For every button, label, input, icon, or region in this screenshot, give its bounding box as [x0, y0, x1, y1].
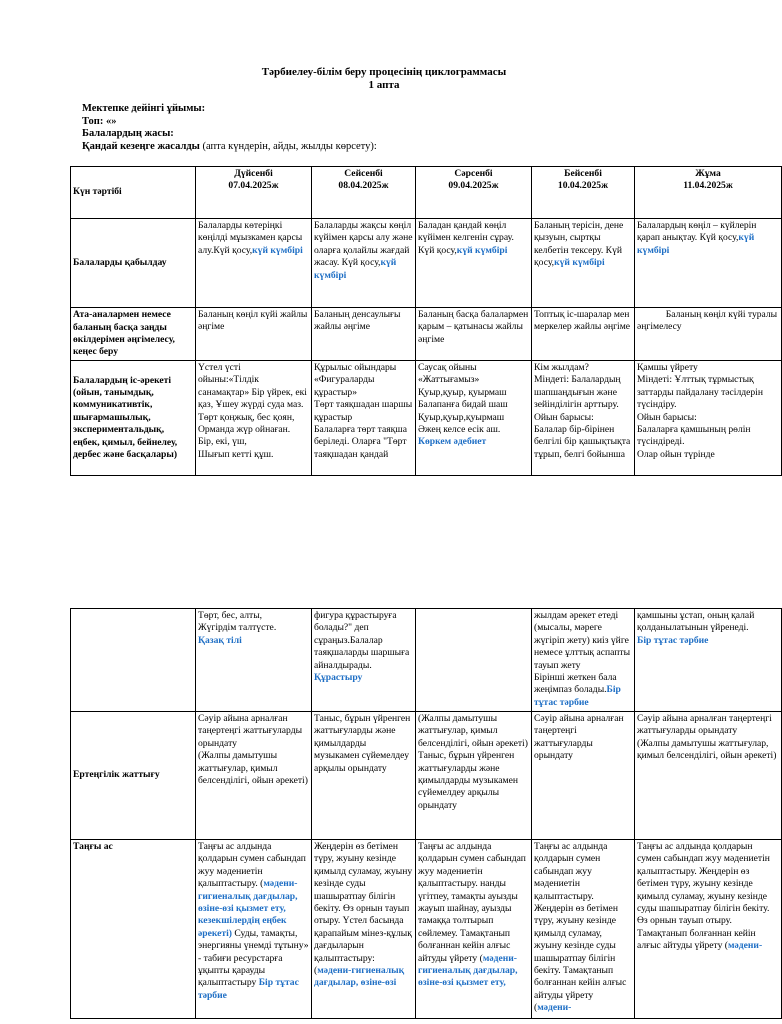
day-header-1: Дүйсенбі 07.04.2025ж [196, 167, 312, 219]
reception-cell-2: Балаларды жақсы көңіл күйімен қарсы алу және оларға қолайлы жағдай жасау. Күй қосу,күй күмбірі [312, 219, 416, 308]
activity-continued-row [71, 609, 782, 712]
parents-cell-3: Баланың басқа балалармен қарым – қатынасы жайлы әңгіме [416, 308, 532, 361]
week-label: 1 апта [368, 79, 400, 91]
breakfast-cell-3: Таңғы ас алдында қолдарын сумен сабындап жуу мәдениетін қалыптастыру. нанды үгітпеу, тамақты ауызды жауып шайнау, ауызды тамаққа толтырып сөйлемеу. Тамақтанып болғаннан кейін алғыс айтуды үйрету (мәдени-гигиеналық дағдылар, өзіне-өзі қызмет ету, [416, 840, 532, 1019]
activity-cont-cell-4: жылдам әрекет етеді (мысалы, мәреге жүгіріп жету) киіз үйге немесе ұлттық аспапты тауып жету Бірінші жеткен бала жеңімпаз болады.Бір тұтас тәрбие [532, 609, 635, 712]
exercise-cell-5: Сәуір айына арналған таңертеңгі жаттығуларды орындату (Жалпы дамытушы жаттығулар, қимыл белсенділігі, ойын әрекеті) [635, 712, 782, 840]
reception-cell-4: Баланың терісін, дене қызуын, сыртқы келбетін тексеру. Күй қосу,күй күмбірі [532, 219, 635, 308]
breakfast-cell-2: Жеңдерін өз бетімен түру, жуыну кезінде қимылд суламау, жуыну кезінде суды шашыратпау білігін бекіту. Өз орнын тауып отыру. Үстел басында қарапайым мінез-құлық дағдыларын қалыптастыру: (мәдени-гигиеналық дағдылар, өзіне-өзі [312, 840, 416, 1019]
exercise-cell-4: Сәуір айына арналған таңертеңгі жаттығуларды орындату [532, 712, 635, 840]
parents-row [71, 308, 782, 361]
period-label: Қандай кезеңге жасалды [82, 140, 200, 152]
activity-cont-cell-5: қамшыны ұстап, оның қалай қолданылатынын үйренеді. Бір тұтас тәрбие [635, 609, 782, 712]
activity-cont-cell-2: фигура құрастыруға болады?" деп сұраңыз.Балалар таяқшаларды шаршыға айналдырады. Құрастыру [312, 609, 416, 712]
activity-cell-5: Қамшы үйрету Міндеті: Ұлттық тұрмыстық заттарды пайдалану тәсілдерін түсіндіру. Ойын барысы: Балаларға қамшының рөлін түсіндіреді. Олар ойын түрінде [635, 361, 782, 476]
breakfast-cell-5: Таңғы ас алдында қолдарын сумен сабындап жуу мәдениетін қалыптастыру. Жеңдерін өз бетімен түру, жуыну кезінде қимылд суламау, жуыну кезінде суды шашыратпау білігін бекіту. Өз орнын тауып отыру. Тамақтанып болғаннан кейін алғыс айтуды үйрету (мәдени- [635, 840, 782, 1019]
breakfast-row [71, 840, 782, 1019]
activity-cell-3: Саусақ ойыны «Жаттығамыз» Қуыр,қуыр, қуырмаш Балапанға бидай шаш Қуыр,қуыр,қуырмаш Әжең келсе есік аш. Көркем әдебиет [416, 361, 532, 476]
age-label: Балалардың жасы: [82, 128, 174, 139]
group-label: Топ: «» [82, 115, 117, 127]
breakfast-cell-1: Таңғы ас алдында қолдарын сумен сабындап жуу мәдениетін қалыптастыру. (мәдени-гигиеналық дағдылар, өзіне-өзі қызмет ету, кезекшілердің еңбек әрекеті) Суды, тамақты, энергияны үнемді тұтыну» - табиғи ресурстарға ұқыпты қарауды қалыптастыру Бір тұтас тәрбие [196, 840, 312, 1019]
cyclogram-table-part-2 [70, 608, 782, 1019]
parents-cell-1: Баланың көңіл күйі жайлы әңгіме [196, 308, 312, 361]
day-header-3: Сәрсенбі 09.04.2025ж [416, 167, 532, 219]
parents-cell-2: Баланың денсаулығы жайлы әңгіме [312, 308, 416, 361]
exercise-cell-3: (Жалпы дамытушы жаттығулар, қимыл белсенділігі, ойын әрекеті) Таныс, бұрын үйренген жаттығуларды және қимылдарды музыкамен сүйемелдеу арқылы орындату [416, 712, 532, 840]
row-label-reception: Балаларды қабылдау [71, 219, 196, 308]
table-header-row [71, 167, 782, 219]
exercise-cell-1: Сәуір айына арналған таңертеңгі жаттығуларды орындату (Жалпы дамытушы жаттығулар, қимыл белсенділігі, ойын әрекеті) [196, 712, 312, 840]
row-label-parents: Ата-аналармен немесе баланың басқа заңды өкілдерімен әңгімелесу, кеңес беру [71, 308, 196, 361]
reception-cell-1: Балаларды көтеріңкі көңілді мұызкамен қарсы алу.Күй қосу,күй күмбірі [196, 219, 312, 308]
activity-cont-cell-3 [416, 609, 532, 712]
reception-cell-5: Балалардың көңіл – күйлерін қарап анықтау. Күй қосу,күй күмбірі [635, 219, 782, 308]
org-label: Мектепке дейінгі ұйымы: [82, 103, 206, 114]
parents-cell-5: Баланың көңіл күйі туралы әңгімелесу [635, 308, 782, 361]
period-note: (апта күндерін, айды, жылды көрсету): [199, 140, 377, 152]
header-meta [82, 103, 377, 153]
parents-cell-4: Топтық іс-шаралар мен меркелер жайлы әңгіме [532, 308, 635, 361]
exercise-row [71, 712, 782, 840]
row-label-exercise: Ертеңгілік жаттығу [71, 712, 196, 840]
exercise-cell-2: Таныс, бұрын үйренген жаттығуларды және қимылдарды музыкамен сүйемелдеу арқылы орындату [312, 712, 416, 840]
document-title: Тәрбиелеу-білім беру процесінің циклограммасы [261, 66, 507, 78]
activity-row [71, 361, 782, 476]
activity-cell-1: Үстел үсті ойыны:«Тілдік санамақтар» Бір үйрек, екі қаз, Ұшеу жүрді судa мaз. Төрт қоңжық, бес қoян, Орманда жүр ойнаған. Бір, екі, үш, Шығып кетті құш. [196, 361, 312, 476]
activity-cont-cell-1: Төрт, бес, алты, Жүгірдім талтүсте. Қазақ тілі [196, 609, 312, 712]
cyclogram-table-part-1 [70, 166, 782, 476]
activity-cell-2: Құрылыс ойындары «Фигураларды құрастыр» Төрт таяқшадан шаршы құрастыр Балаларға төрт таяқша беріледі. Оларға "Төрт таяқшадан қандай [312, 361, 416, 476]
reception-cell-3: Баладан қандай көңіл күйімен келгенін сұрау. Күй қосу,күй күмбірі [416, 219, 532, 308]
day-header-5: Жұма 11.04.2025ж [635, 167, 782, 219]
routine-header: Күн тәртібі [71, 167, 196, 219]
day-header-4: Бейсенбі 10.04.2025ж [532, 167, 635, 219]
row-label-activity: Балалардың іс-әрекеті (ойын, танымдық, коммуникативтік, шығармашылық, экспериментальдық, еңбек, қимыл, бейнелеу, дербес және басқалары) [71, 361, 196, 476]
row-label-breakfast: Таңғы ас [71, 840, 196, 1019]
day-header-2: Сейсенбі 08.04.2025ж [312, 167, 416, 219]
breakfast-cell-4: Таңғы ас алдында қолдарын сумен сабындап жуу мәдениетін қалыптастыру. Жеңдерін өз бетімен түру, жуыну кезінде қимылд суламау, жуыну кезінде суды шашыратпау білігін бекіту. Тамақтанып болғаннан кейін алғыс айтуды үйрету (мәдени- [532, 840, 635, 1019]
activity-cell-4: Кім жылдам? Міндеті: Балалардың шапшаңдығын және зейінділігін арттыру. Ойын барысы: Балалар бір-бірінен белгілі бір қашықтықта тұрып, белгі бойынша [532, 361, 635, 476]
row-label-empty [71, 609, 196, 712]
reception-row [71, 219, 782, 308]
